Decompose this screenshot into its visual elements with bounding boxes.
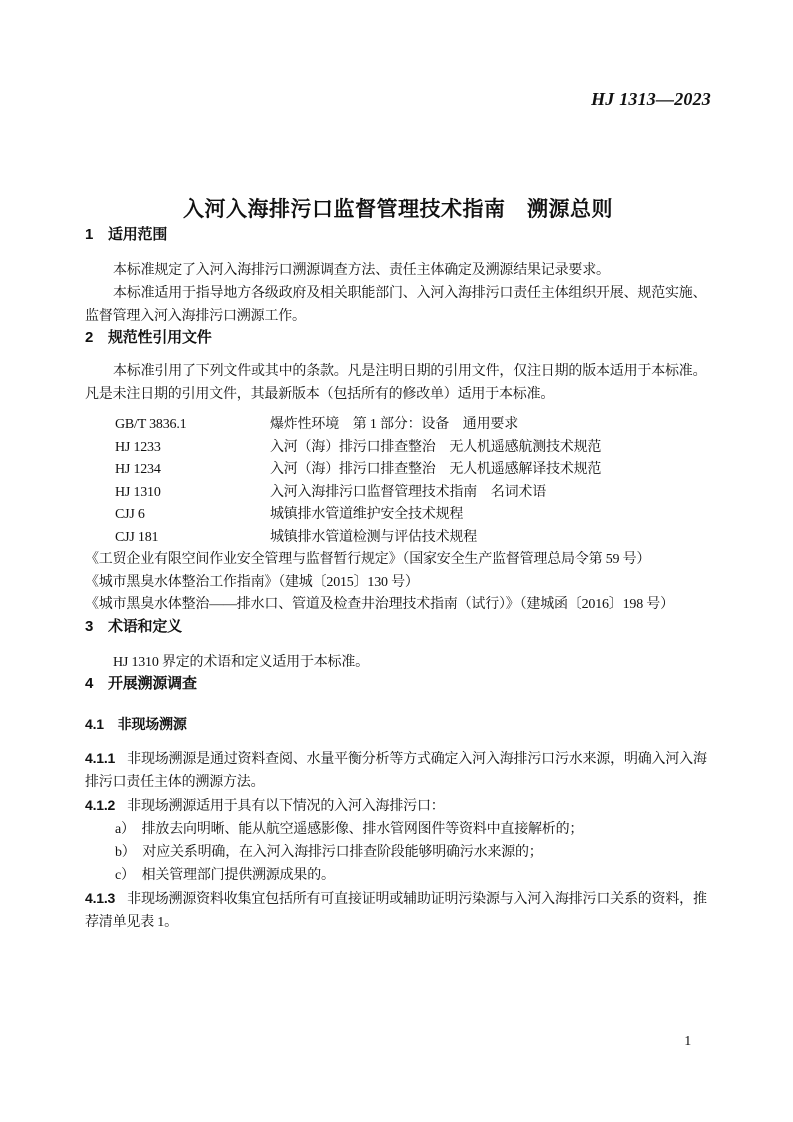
reference-title: 城镇排水管道维护安全技术规程 <box>270 507 464 522</box>
clause-text: 非现场溯源适用于具有以下情况的入河入海排污口： <box>127 798 445 814</box>
cited-document: 《城市黑臭水体整治工作指南》（建城〔2015〕130 号） <box>85 574 419 590</box>
clause-number: 4.1.3 <box>85 889 116 906</box>
paragraph-terms: HJ 1310 界定的术语和定义适用于本标准。 <box>113 654 369 670</box>
clause-4-1-1 <box>85 747 711 794</box>
reference-code: GB/T 3836.1 <box>115 417 187 432</box>
reference-code: HJ 1233 <box>115 439 161 455</box>
reference-title: 入河（海）排污口排查整治 无人机遥感航测技术规范 <box>270 439 602 455</box>
reference-title: 入河入海排污口监督管理技术指南 名词术语 <box>270 484 546 500</box>
paragraph-references-intro: 本标准引用了下列文件或其中的条款。凡是注明日期的引用文件，仅注日期的版本适用于本标准。凡是未注日期的引用文件，其最新版本（包括所有的修改单）适用于本标准。 <box>85 364 707 402</box>
section-heading-terms: 3 术语和定义 <box>85 617 182 635</box>
subsection-heading-offsite-tracing: 4.1 非现场溯源 <box>85 715 187 732</box>
paragraph-scope-2: 本标准适用于指导地方各级政府及相关职能部门、入河入海排污口责任主体组织开展、规范实施、监督管理入河入海排污口溯源工作。 <box>85 286 707 324</box>
section-terms-definitions <box>85 617 711 674</box>
list-item-a: a） 排放去向明晰、能从航空遥感影像、排水管网图件等资料中直接解析的； <box>115 821 584 837</box>
reference-code: CJJ 181 <box>115 529 159 545</box>
standard-number: HJ 1313—2023 <box>591 89 711 109</box>
section-heading-references: 2 规范性引用文件 <box>85 329 212 346</box>
reference-row <box>85 527 711 550</box>
reference-code: CJJ 6 <box>115 507 145 522</box>
paragraph-scope-1: 本标准规定了入河入海排污口溯源调查方法、责任主体确定及溯源结果记录要求。 <box>113 263 610 278</box>
reference-title: 爆炸性环境 第 1 部分：设备 通用要求 <box>270 417 518 432</box>
reference-row <box>85 459 711 482</box>
reference-code: HJ 1310 <box>115 484 161 500</box>
list-item-c: c） 相关管理部门提供溯源成果的。 <box>115 867 335 883</box>
reference-title: 入河（海）排污口排查整治 无人机遥感解译技术规范 <box>270 462 602 477</box>
clause-number: 4.1.2 <box>85 796 116 813</box>
section-scope <box>85 225 711 328</box>
section-heading-scope: 1 适用范围 <box>85 226 168 243</box>
reference-code: HJ 1234 <box>115 462 161 477</box>
list-item-b: b） 对应关系明确，在入河入海排污口排查阶段能够明确污水来源的； <box>115 844 543 860</box>
cited-document: 《城市黑臭水体整治——排水口、管道及检查井治理技术指南（试行）》（建城函〔2016〕198 号） <box>85 597 674 612</box>
section-tracing-survey <box>85 674 711 934</box>
reference-row <box>85 437 711 460</box>
reference-row <box>85 482 711 505</box>
reference-row <box>85 504 711 527</box>
clause-4-1-3 <box>85 887 711 934</box>
cited-document: 《工贸企业有限空间作业安全管理与监督暂行规定》（国家安全生产监督管理总局令第 59 号） <box>85 552 651 567</box>
clause-number: 4.1.1 <box>85 749 116 766</box>
reference-list <box>85 414 711 617</box>
reference-row <box>85 414 711 437</box>
section-normative-references <box>85 328 711 617</box>
clause-text: 非现场溯源是通过资料查阅、水量平衡分析等方式确定入河入海排污口污水来源，明确入河入海排污口责任主体的溯源方法。 <box>85 751 707 790</box>
clause-text: 非现场溯源资料收集宜包括所有可直接证明或辅助证明污染源与入河入海排污口关系的资料，推荐清单见表 1。 <box>85 891 707 930</box>
document-title: 入河入海排污口监督管理技术指南 溯源总则 <box>183 198 613 221</box>
clause-4-1-2 <box>85 794 711 818</box>
reference-title: 城镇排水管道检测与评估技术规程 <box>270 529 477 545</box>
section-heading-tracing: 4 开展溯源调查 <box>85 674 197 692</box>
page-number: 1 <box>684 1034 691 1049</box>
